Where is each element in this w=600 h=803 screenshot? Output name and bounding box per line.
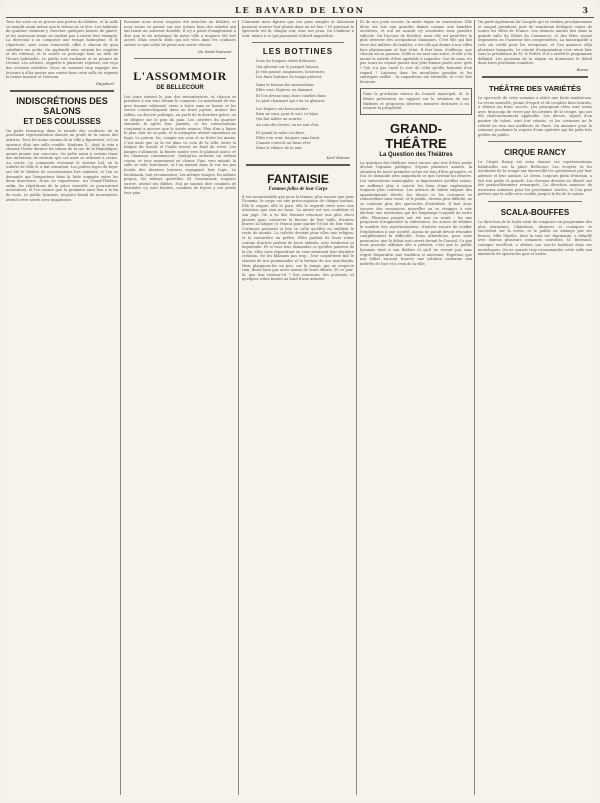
section-title-varietes: THÉÂTRE DES VARIÉTÉS <box>489 83 581 93</box>
section-divider <box>134 58 226 59</box>
section-title-cirque: CIRQUE RANCY <box>504 148 566 158</box>
assommoir-text: Les jours suivent le jour des remontrances, et chacun se présente à son tour devant le comptoir. Le marchand de vin, gros homme rubicond, verse à boire sans se lasser, et les verres s'entrechoquent dans un bruit joyeux. Autour des tables, on discute politique, on parle de la dernière grève, on se dispute sur le prix du pain. Les ouvriers du quartier viennent là après leur journée, et les conversations s'animent à mesure que la soirée avance. Plus d'un y laisse le plus clair de sa paie, et la ménagère attend vainement au logis. Le patron, lui, compte ses sous et se frotte les mains. C'est ainsi que va la vie dans ce coin de la ville, entre la fatigue du travail et l'oubli trouvé au fond du verre. Les lampes s'allument, la fumée monte vers le plafond noirci, et les chansons commencent. Quelqu'un entonne un refrain connu, et tous reprennent en chœur. Puis, vers minuit, la salle se vide lentement, et l'on entend dans la rue les pas lourds des derniers buveurs regagnant leur logis. Le lendemain, tout recommence. Les mêmes visages, les mêmes propos, les mêmes querelles. Et l'assommoir, toujours ouvert, attend ses fidèles. Nul ne saurait dire combien de destinées s'y sont brisées, combien de foyers y ont perdu leur paix. <box>124 94 236 196</box>
section-divider <box>246 164 350 166</box>
page-number: 3 <box>582 5 588 15</box>
column-1 <box>6 20 118 795</box>
section-title-scala: SCALA-BOUFFES <box>500 208 570 218</box>
scala-text: La direction de la Scala vient de composer un programme des plus attrayants. Chanteurs, diseuses et comiques se succèdent sur la scène, et le public ne ménage pas ses bravos. Mlle Marthe, dont la voix est charmante, a détaillé avec finesse plusieurs romances nouvelles. M. Bertrand, comique excellent, a obtenu son succès habituel dans ses monologues. On ne saurait trop recommander cette salle aux amateurs de spectacles gais et variés. <box>478 220 592 257</box>
newspaper-page <box>6 4 594 799</box>
section-subtitle-fantaisie: Femmes folles de leur Corps <box>268 186 328 192</box>
column-4 <box>360 20 472 795</box>
section-divider <box>10 90 114 92</box>
masthead <box>6 4 594 18</box>
poem-line: Au coin des lèvres, on ne sait d'où. <box>256 122 320 127</box>
article-signature: Bossu <box>576 66 588 72</box>
section-title-fantaisie: FANTAISIE <box>267 171 329 186</box>
article-text: Comment nous figurer que ces gens simples et laborieux puissent trouver leur plaisir dans un tel lieu ? Et pourtant le spectacle est là, chaque soir, sous nos yeux. On s'habitue à tout, même à ce qui paraissait d'abord impossible. <box>242 20 354 38</box>
poem-line: Rien ne vaut, pour le soir, ce bijou <box>256 112 319 117</box>
article-text: Et de nos jours encore, la mode règne en souveraine. Elle dicte ses lois aux grandes dames comme aux humbles ouvrières, et nul ne saurait s'y soustraire sans paraître ridicule. On l'accuse de frivolité, mais elle est peut-être la plus sérieuse des occupations humaines. C'est elle qui fait vivre des milliers de familles, c'est elle qui donne à nos villes leur physionomie et leur éclat. Il faut bien, d'ailleurs, que chacun ait sa passion. Celle-ci en vaut une autre, et elle a du moins le mérite d'être agréable à regarder. Qui de nous n'a pas souri en voyant passer une jolie femme parée avec goût ? Qui n'a pas envié le sort de celui qu'elle honorait d'un regard ? Laissons donc les moralistes gronder et les satiriques railler : la coquetterie est éternelle, et c'est fort heureux. <box>360 20 472 84</box>
indiscretions-text: On parle beaucoup dans le monde des coulisses de la prochaine représentation donnée au profit de la caisse des artistes. Tous les noms connus de la ville y figureront, et l'on annonce déjà une salle comble. Madame X., dont la voix a charmé l'hiver dernier les salons de la rue de la République, aurait promis son concours. On prête aussi à certain ténor des intentions de retraite que ses amis se refusent à croire. Au cercle, on commente vivement le dernier bal, où la toilette de Mlle B. a fait sensation. Les petites loges du foyer ont été le théâtre de conversations fort animées, et l'on se demande qui l'emportera dans la lutte engagée entre les deux directeurs. Nous en reparlerons. Au Grand-Théâtre, enfin, les répétitions de la pièce nouvelle se poursuivent activement, et l'on assure que la première aura lieu à la fin du mois. Le public lyonnais, toujours friand de nouveautés, attend cette soirée avec impatience. <box>6 128 118 202</box>
poem-line: Elles vont, légères, en dansant, <box>256 88 314 93</box>
poem-stanza <box>256 107 354 128</box>
section-subtitle-assommoir: DE BELLECOUR <box>156 84 204 91</box>
section-title-grand-theatre: GRAND-THÉÂTRE <box>385 120 447 151</box>
column-rule <box>120 20 121 795</box>
poem-line: Comme s'envole un beau rêve <box>256 141 311 146</box>
column-rule <box>474 20 475 795</box>
article-text: On parle également du Congrès qui se tiendra prochainement et auquel prendront part de nombreux délégués venus de toutes les villes de France. Les séances auront lieu dans la grande salle du Palais du Commerce, et des fêtes seront organisées en l'honneur des congressistes. La municipalité a voté un crédit pour les réceptions, et l'on annonce déjà plusieurs banquets. Le comité d'organisation s'est réuni hier sous la présidence de M. le Préfet, et il a arrêté le programme définitif. Les journaux de la région en donneront le détail dans leurs prochains numéros. <box>478 20 592 66</box>
poem-line: Dans le silence de la nuit. <box>256 146 303 151</box>
article-text: Pourtant nous avons toujours été attachés au théâtre, et nous avons vu passer sur nos scènes bien des artistes qui ont laissé un souvenir durable. Il n'y a point d'exagération à dire que la vie artistique de notre ville a toujours été fort active. Mais ceux-là seuls qui ont vécu dans les coulisses savent ce que coûte de peine une soirée réussie. <box>124 20 236 47</box>
poem-stanza <box>256 83 354 104</box>
poem-signature: Karl Munier <box>326 154 350 160</box>
poem-line: Et l'on devine sous leurs courbes fines <box>256 93 327 98</box>
section-divider <box>488 201 582 202</box>
poem-line: Je vois passer, mignonnes, heureuses, <box>256 69 325 74</box>
column-rule <box>356 20 357 795</box>
article-signature: Du Saint-Sauveur <box>198 48 232 54</box>
column-5 <box>478 20 592 795</box>
poem-stanza <box>256 131 354 152</box>
section-subtitle-indiscretions: ET DES COULISSES <box>23 116 101 126</box>
section-divider <box>488 141 582 142</box>
poem-line: Les fines bottines du temps présent. <box>256 74 323 79</box>
section-divider <box>252 42 344 43</box>
section-title-assommoir: L'ASSOMMOIR <box>133 68 227 83</box>
poem-line: Elles s'en vont, toujours sans bruit, <box>256 136 321 141</box>
column-3 <box>242 20 354 795</box>
poem-line: Les fripiers ont beau médire, <box>256 107 310 111</box>
section-subtitle-grand-theatre: La Question des Théâtres <box>379 151 453 158</box>
poem-bottines <box>242 59 354 151</box>
article-signature: Dagobert <box>95 80 114 86</box>
column-2 <box>124 20 236 795</box>
newspaper-title: LE BAVARD DE LYON <box>235 5 365 15</box>
section-title-indiscretions: INDISCRÉTIONS DES SALONS <box>16 95 108 116</box>
poem-line: Sous les longues robes frôleuses <box>256 59 316 64</box>
poem-stanza <box>256 59 354 80</box>
poem-line: Qui fait naître un sourire <box>256 117 302 122</box>
varietes-text: Le spectacle de cette semaine a attiré une foule nombreuse. La revue nouvelle, pleine d'esprit et de couplets bien tournés, a obtenu un franc succès. Les principaux rôles sont tenus avec beaucoup de verve par les artistes de la troupe, qui ont été chaleureusement applaudis. Les décors, signés d'un peintre de talent, sont fort réussis, et les costumes ne le cèdent en rien aux meilleurs de Paris. On annonce pour la semaine prochaine la reprise d'une opérette qui fut jadis très goûtée du public. <box>478 95 592 137</box>
section-divider <box>482 76 588 78</box>
poem-line: Dans le frisson des mousselines <box>256 83 314 88</box>
section-title-bottines: LES BOTTINES <box>262 47 334 57</box>
cirque-text: Le Cirque Rancy est venu donner ses représentations habituelles sur la place Bellecour. Les écuyers et les acrobates de la troupe ont émerveillé les spectateurs par leur adresse et leur audace. Le clown, toujours plein d'entrain, a fait rire petits et grands. Les chevaux dressés en liberté ont été particulièrement remarqués. La direction annonce de nouveaux numéros pour les prochaines soirées, et l'on peut prévoir que la salle sera comble jusqu'à la fin de la saison. <box>478 160 592 197</box>
poem-line: Le pied charmant qui s'en va glissant. <box>256 98 326 103</box>
poem-line: Et quand la valse s'achève, <box>256 130 306 135</box>
boxed-notice: Dans la prochaine séance du Conseil municipal, M. le Maire présentera un rapport sur la situation de nos théâtres et proposera diverses mesures destinées à en assurer la prospérité. <box>360 88 472 114</box>
grand-theatre-text: La question des théâtres vient encore une fois d'être posée devant l'opinion publique. Depuis plusieurs années, la situation de notre première scène est loin d'être prospère, et l'on se demande avec inquiétude ce que l'avenir lui réserve. Les subventions municipales, si importantes qu'elles soient, ne suffisent plus à couvrir les frais d'une exploitation toujours plus coûteuse. Les artistes de talent exigent des appointements élevés, les décors et les costumes se renouvellent sans cesse, et le public, devenu plus difficile, ne se contente plus des spectacles d'autrefois. Il faut donc trouver des ressources nouvelles ou se résigner à voir déchoir une institution qui fut longtemps l'orgueil de notre ville. Plusieurs projets ont été mis en avant : les uns proposent d'augmenter la subvention, les autres de réduire le nombre des représentations, d'autres encore de confier l'exploitation à une société. Aucun ne paraît devoir résoudre complètement la difficulté. Nous attendrons, pour nous prononcer, que le débat soit ouvert devant le Conseil. Ce que nous pouvons affirmer dès à présent, c'est que le public lyonnais tient à son théâtre et qu'il ne verrait pas sans regret disparaître une tradition si ancienne. Espérons que nos édiles sauront trouver une solution conforme aux intérêts de l'art et à ceux de la ville. <box>360 160 472 266</box>
fantaisie-text: Il est incontestable que pour la femme, plus encore que pour l'homme, le corps est une préoccupation de chaque instant. Elle le soigne, elle le pare, elle le regarde vivre avec une attention que rien ne lasse. Le miroir est son confident et son juge. On a vu des femmes renoncer aux plus chers plaisirs pour conserver la finesse de leur taille, d'autres braver la fatigue et l'ennui pour garder l'éclat de leur teint. Certaines poussent si loin ce culte qu'elles en oublient le reste du monde. La toilette devient pour elles une religion, et la couturière un prêtre. Elles parlent de leurs robes comme d'autres parlent de leurs enfants, avec tendresse et inquiétude. Et si vous leur demandez ce qu'elles pensent de la vie, elles vous répondront en vous montrant leur dernière création. Ne les blâmons pas trop : leur coquetterie fait le charme de nos promenades et la fortune de nos marchands. Mais plaignons-les un peu, car le temps, qui ne respecte rien, finira bien par avoir raison de leurs efforts. Et ce jour-là, que leur restera-t-il ? Des souvenirs, des portraits, et quelques robes fanées au fond d'une armoire. <box>242 194 354 282</box>
article-text: Tous les soirs on se presse aux portes du théâtre, et la salle se remplit avant même que le rideau ne se lève. Les habitués du quartier viennent y chercher quelques heures de gaieté, et les nouveaux venus ne tardent pas à suivre leur exemple. La direction a su composer une troupe homogène, et le répertoire, sans cesse renouvelé, offre à chacun de quoi satisfaire ses goûts. On applaudit avec entrain les couplets et les refrains, et la soirée se prolonge bien au delà de l'heure habituelle. Le public sort enchanté et se promet de revenir. Les artistes, rappelés à plusieurs reprises, ont reçu des ovations méritées. Nous ne saurions trop engager nos lecteurs à aller passer une soirée dans cette salle où règnent la bonne humeur et l'entrain. <box>6 20 118 80</box>
column-rule <box>238 20 239 795</box>
poem-line: Qui glissent sur le parquet luisant, <box>256 64 320 69</box>
